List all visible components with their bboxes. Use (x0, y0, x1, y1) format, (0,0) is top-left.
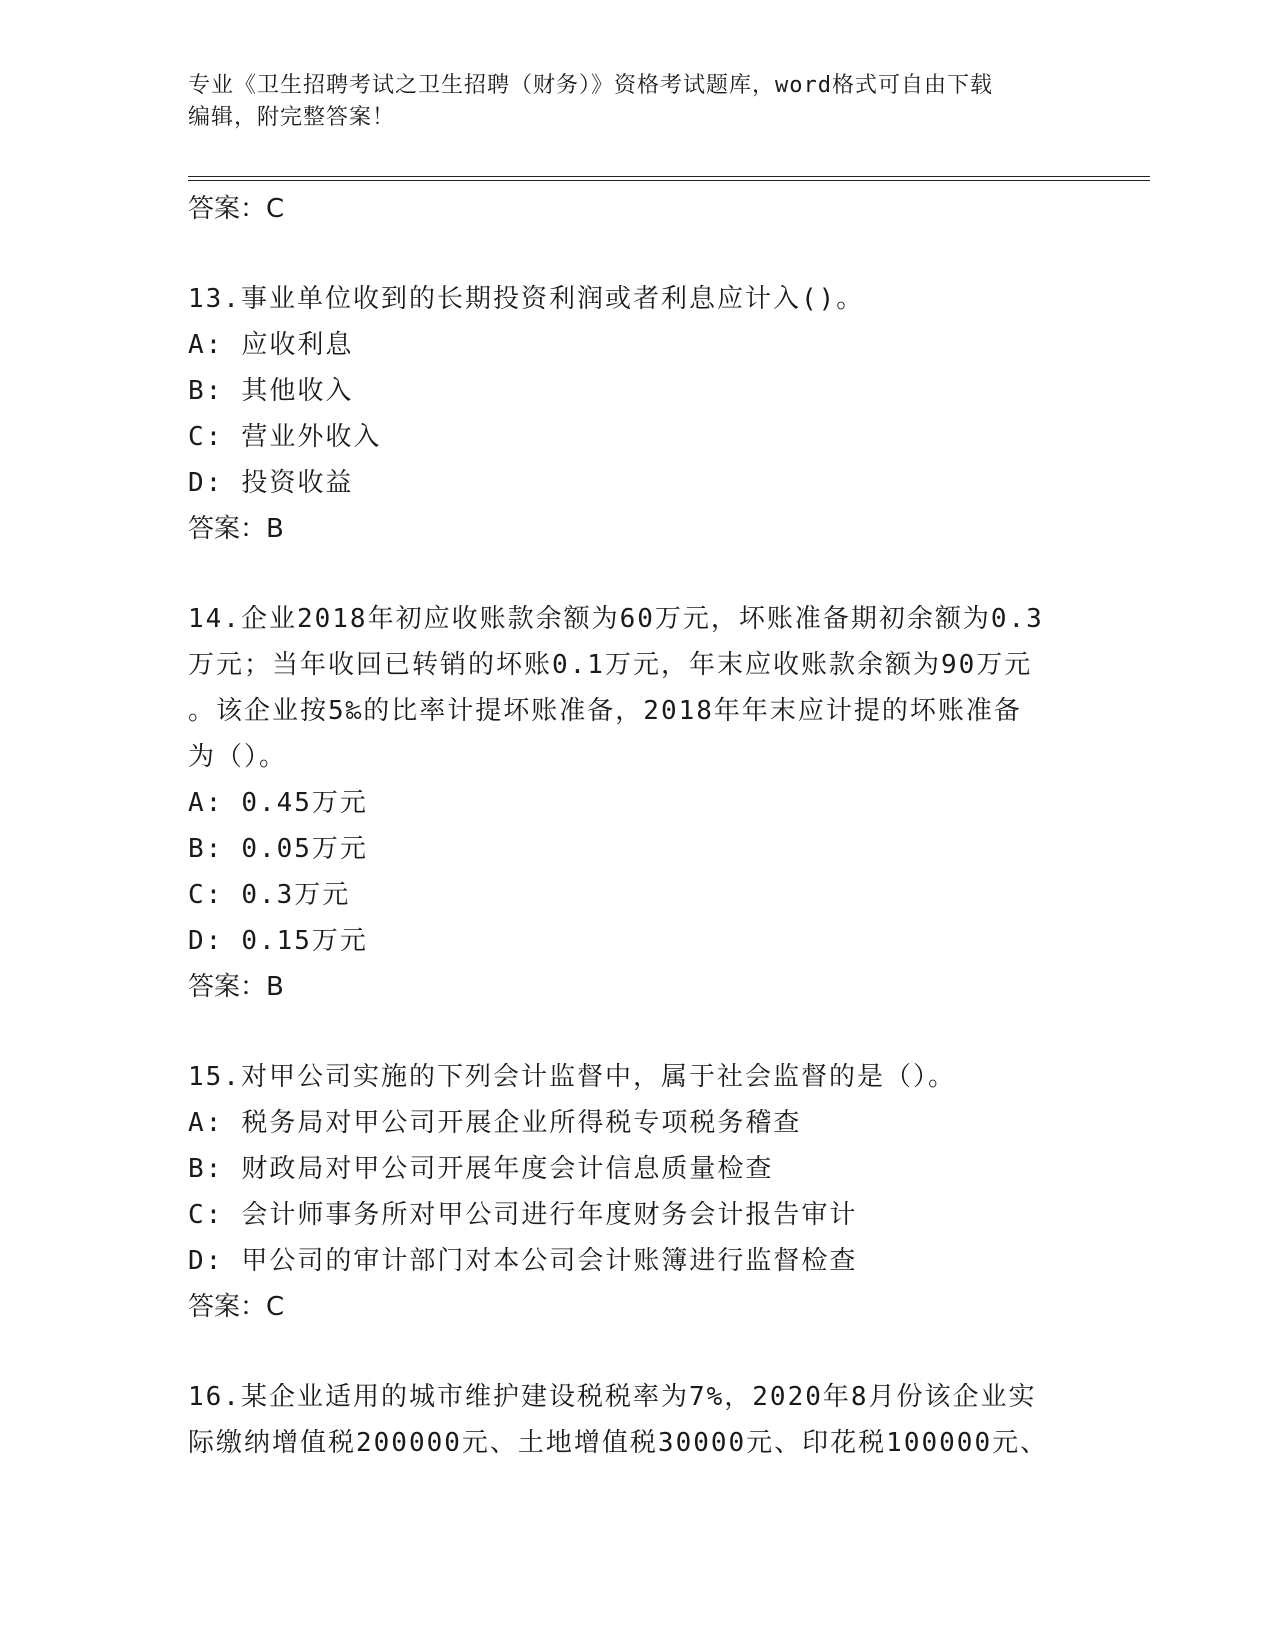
option-a (188, 322, 1088, 368)
option-a (188, 1100, 1088, 1146)
stem-line: 14.企业2018年初应收账款余额为60万元，坏账准备期初余额为0.3 (188, 604, 1044, 634)
header-line-1: 专业《卫生招聘考试之卫生招聘（财务）》资格考试题库，word格式可自由下载 (188, 73, 993, 98)
header-line-2: 编辑，附完整答案！ (188, 105, 396, 130)
stem-line: 15.对甲公司实施的下列会计监督中，属于社会监督的是（）。 (188, 1062, 956, 1092)
option-key: C: (188, 1200, 224, 1230)
option-text: 投资收益 (241, 468, 354, 498)
option-text: 营业外收入 (241, 422, 382, 452)
option-text: 税务局对甲公司开展企业所得税专项税务稽查 (241, 1108, 802, 1138)
question-13 (188, 276, 1088, 552)
option-d (188, 918, 1088, 964)
stem-line: 16.某企业适用的城市维护建设税税率为7%，2020年8月份该企业实 (188, 1382, 1037, 1412)
option-d (188, 1238, 1088, 1284)
option-key: B: (188, 834, 224, 864)
option-key: A: (188, 330, 224, 360)
option-b (188, 1146, 1088, 1192)
stem-line: 际缴纳增值税200000元、土地增值税30000元、印花税100000元、 (188, 1428, 1049, 1458)
question-stem (188, 596, 1088, 780)
question-16 (188, 1374, 1088, 1466)
stem-line: 。该企业按5‰的比率计提坏账准备，2018年年末应计提的坏账准备 (188, 696, 1022, 726)
option-c (188, 414, 1088, 460)
option-b (188, 826, 1088, 872)
header-divider-top (188, 176, 1150, 177)
question-stem (188, 1054, 1088, 1100)
option-d (188, 460, 1088, 506)
stem-line: 为（）。 (188, 742, 288, 772)
question-stem (188, 1374, 1088, 1466)
option-key: D: (188, 1246, 224, 1276)
option-key: C: (188, 880, 224, 910)
option-a (188, 780, 1088, 826)
option-key: D: (188, 926, 224, 956)
option-key: A: (188, 1108, 224, 1138)
option-text: 其他收入 (241, 376, 354, 406)
answer-line: 答案：C (188, 1292, 285, 1322)
option-text: 会计师事务所对甲公司进行年度财务会计报告审计 (241, 1200, 858, 1230)
option-key: D: (188, 468, 224, 498)
option-text: 0.15万元 (241, 926, 368, 956)
option-text: 应收利息 (241, 330, 354, 360)
option-text: 0.05万元 (241, 834, 368, 864)
option-text: 0.45万元 (241, 788, 368, 818)
option-key: B: (188, 1154, 224, 1184)
question-stem (188, 276, 1088, 322)
option-text: 0.3万元 (241, 880, 351, 910)
answer-line: 答案：B (188, 972, 284, 1002)
question-14 (188, 596, 1088, 1010)
header-divider-bottom (188, 180, 1150, 181)
option-key: C: (188, 422, 224, 452)
option-c (188, 1192, 1088, 1238)
option-key: A: (188, 788, 224, 818)
option-text: 财政局对甲公司开展年度会计信息质量检查 (241, 1154, 774, 1184)
stem-line: 万元；当年收回已转销的坏账0.1万元，年末应收账款余额为90万元 (188, 650, 1033, 680)
option-b (188, 368, 1088, 414)
question-list (188, 186, 1088, 1466)
answer-line: 答案：B (188, 514, 284, 544)
option-text: 甲公司的审计部门对本公司会计账簿进行监督检查 (241, 1246, 858, 1276)
stem-line: 13.事业单位收到的长期投资利润或者利息应计入()。 (188, 284, 865, 314)
answer-line: 答案：C (188, 194, 285, 224)
document-header (188, 70, 1088, 134)
option-c (188, 872, 1088, 918)
question-15 (188, 1054, 1088, 1330)
option-key: B: (188, 376, 224, 406)
